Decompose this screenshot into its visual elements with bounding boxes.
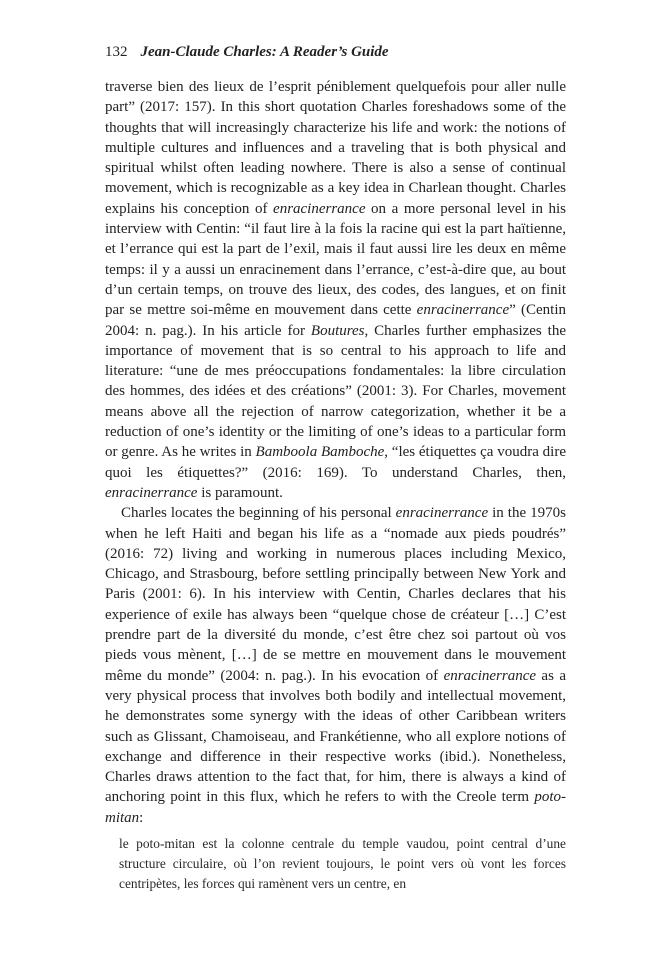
text-run: ” (Centin 2004: n. pag.). In his article for xyxy=(105,302,566,339)
running-head xyxy=(105,44,566,64)
text-run: , “les étiquettes ça voudra dire quoi les étiquettes?” (2016: 169). To understand Charles, then, xyxy=(105,444,566,481)
text-run: Charles locates the beginning of his personal xyxy=(121,505,396,522)
book-title: Jean-Claude Charles: A Reader’s Guide xyxy=(140,44,389,60)
italic-term: enracinerrance xyxy=(395,505,489,522)
text-run: , Charles further emphasizes the importance of movement that is so central to his approach to life and literature: “une de mes préoccupations fondamentales: la libre circulation des hommes, des idées et des créations” (2001: 3). For Charles, movement means above all the rejection of narrow categorization, whether it be a reduction of one’s identity or the limiting of one’s ideas to a particular form or genre. As he writes in xyxy=(105,322,566,461)
italic-term: poto-mitan xyxy=(105,789,566,826)
text-run: as a very physical process that involves both bodily and intellectual movement, he demonstrates some synergy with the ideas of other Caribbean writers such as Glissant, Chamoiseau, and Frankétienne, who all explore notions of exchange and difference in their respective works (ibid.). Nonetheless, Charles draws attention to the fact that, for him, there is always a kind of anchoring point in this flux, which he refers to with the Creole term xyxy=(105,667,566,806)
book-page xyxy=(105,44,566,893)
body-paragraph-2 xyxy=(105,503,566,828)
italic-title: Boutures xyxy=(310,322,365,339)
block-quote: le poto-mitan est la colonne centrale du temple vaudou, point central d’une structure circulaire, où l’on revient toujours, le point vers où vont les forces centripètes, les forces qui ramènent vers un centre, en xyxy=(119,835,566,891)
italic-term: enracinerrance xyxy=(443,667,537,684)
italic-term: enracinerrance xyxy=(273,200,366,217)
page-number: 132 xyxy=(105,44,128,60)
text-run: in the 1970s when he left Haiti and began his life as a “nomade aux pieds poudrés” (2016: 72) living and working in numerous places including Mexico, Chicago, and Strasbourg, before settling principally between New York and Paris (2001: 6). In his interview with Centin, Charles declares that his experience of exile has always been “quelque chose de créateur […] C’est prendre part de la diversité du monde, c’est être chez soi partout où vos pieds vous mènent, […] de se mettre en mouvement dans le mouvement même du monde” (2004: n. pag.). In his evocation of xyxy=(105,505,566,684)
italic-term: enracinerrance xyxy=(105,484,198,501)
text-run: traverse bien des lieux de l’esprit péniblement quelquefois pour aller nulle part” (2017: 157). In this short quotation Charles foreshadows some of the thoughts that will increasingly characterize his life and work: the notions of multiple cultures and influences and a traveling that is both physical and spiritual whilst often leading nowhere. There is also a sense of continual movement, which is recognizable as a key idea in Charlean thought. Charles explains his conception of xyxy=(105,79,566,217)
text-run: is paramount. xyxy=(197,484,283,501)
text-run: on a more personal level in his interview with Centin: “il faut lire à la fois la racine qui est la part haïtienne, et l’errance qui est la part de l’exil, mais il faut aussi lire les deux en même temps: il y a aussi un enracinement dans l’errance, c’est-à-dire que, au bout d’un certain temps, on trouve des lieux, des codes, des langues, et on finit par se mettre soi-même en mouvement dans cette xyxy=(105,200,567,319)
body-paragraph-1 xyxy=(105,77,566,503)
text-run: : xyxy=(139,809,144,826)
italic-title: Bamboola Bamboche xyxy=(255,444,385,461)
italic-term: enracinerrance xyxy=(416,302,510,319)
